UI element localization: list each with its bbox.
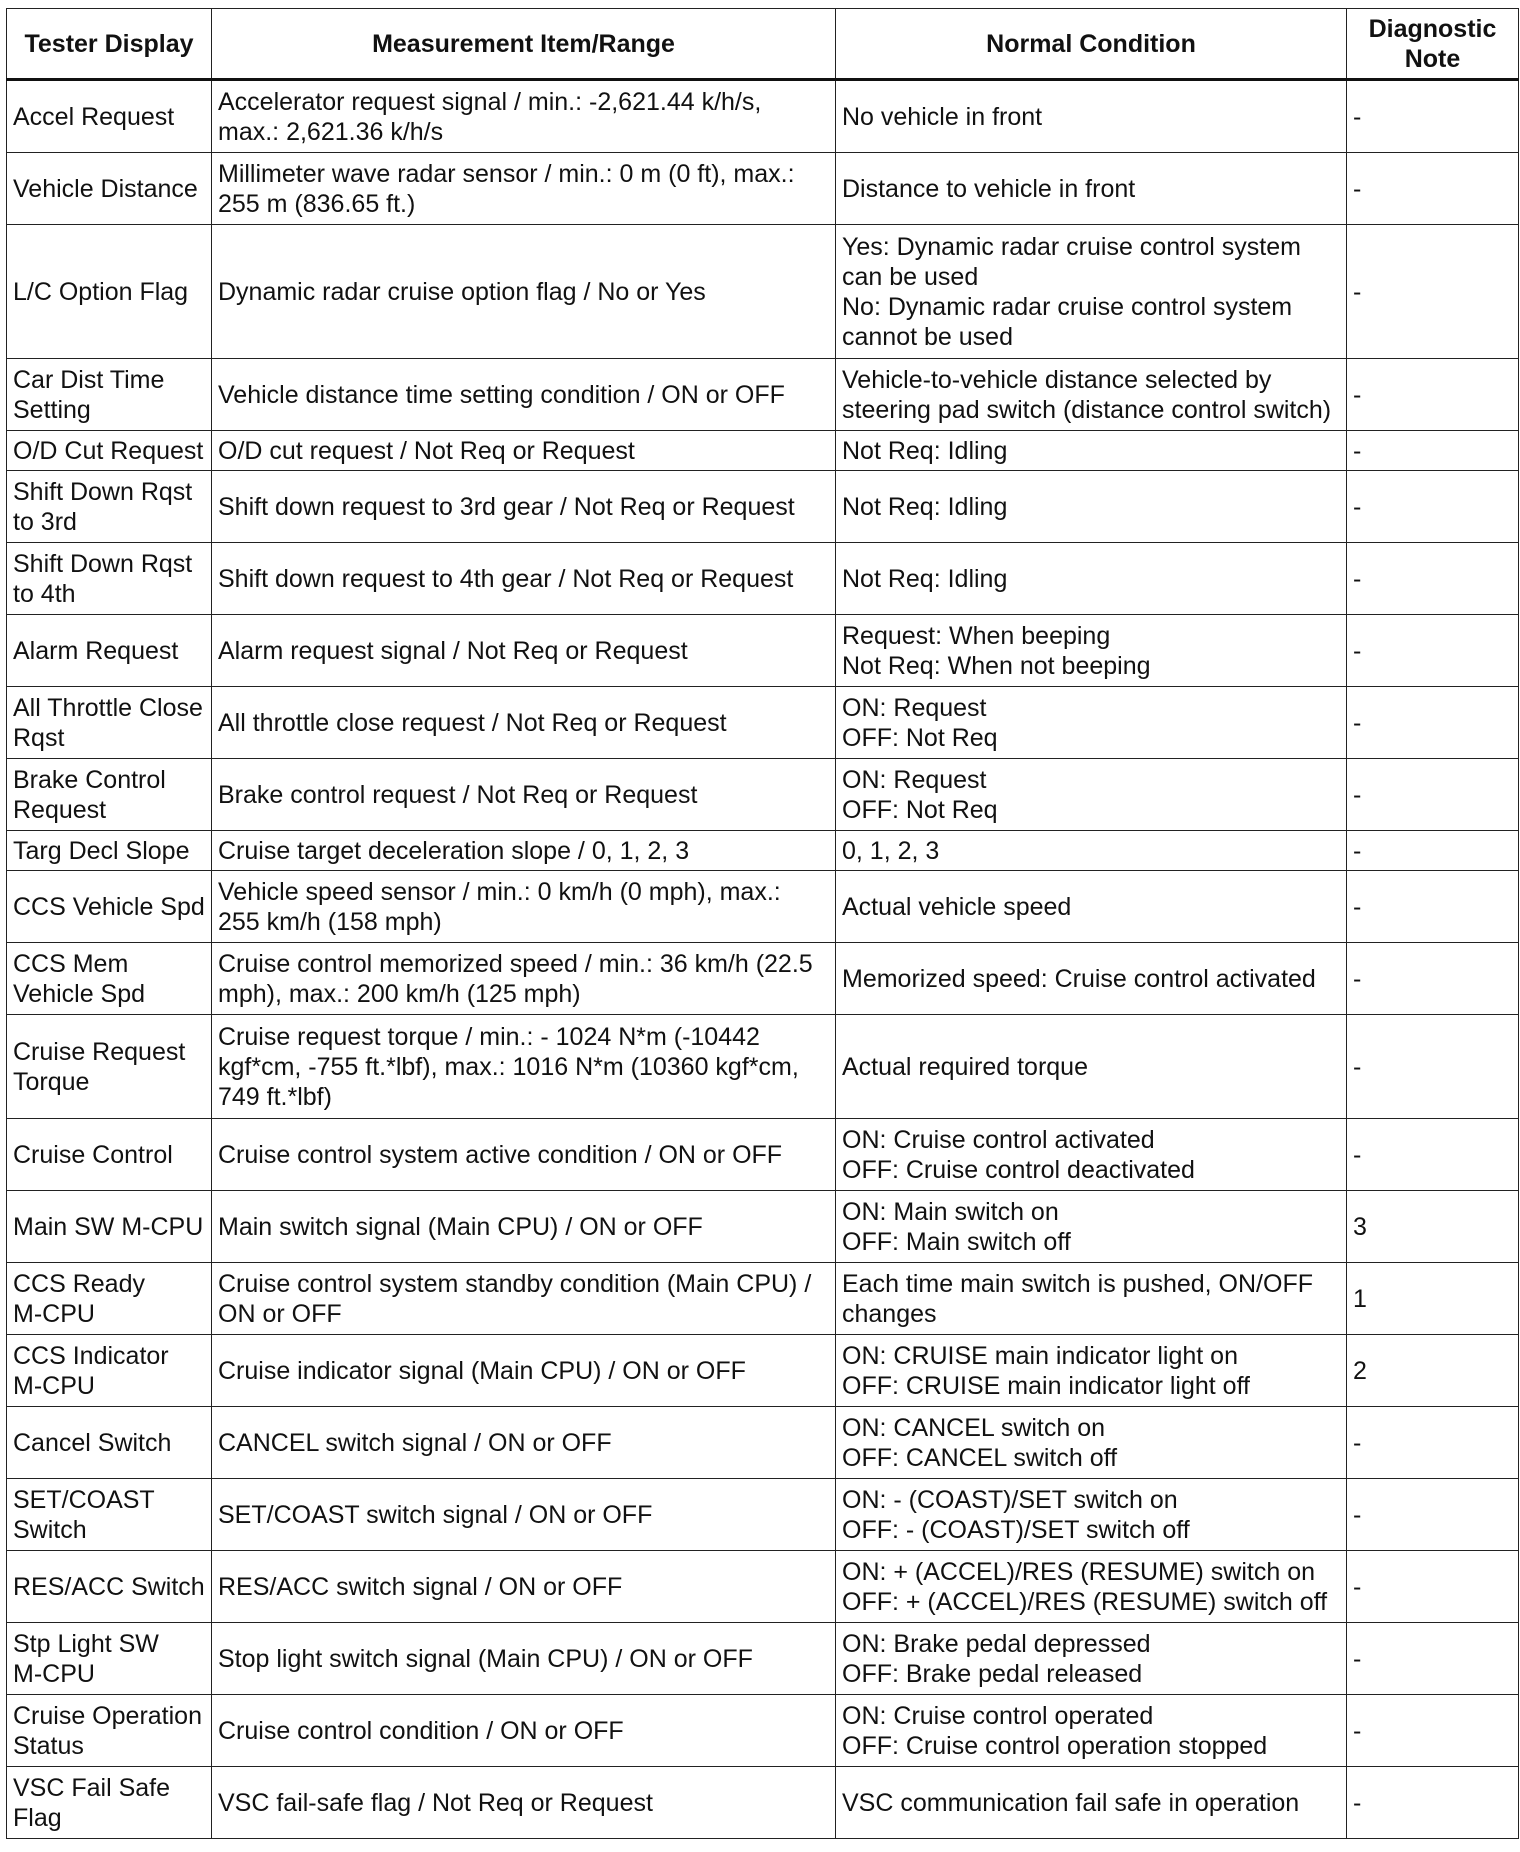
table-row [7, 687, 1519, 759]
cell-diagnostic-note: - [1347, 759, 1519, 831]
table-row [7, 1479, 1519, 1551]
cell-diagnostic-note: - [1347, 153, 1519, 225]
cell-measurement-item: Accelerator request signal / min.: -2,621.44 k/h/s, max.: 2,621.36 k/h/s [212, 80, 836, 153]
cell-measurement-item: VSC fail-safe flag / Not Req or Request [212, 1767, 836, 1839]
cell-tester-display: Cruise Control [7, 1119, 212, 1191]
cell-normal-condition: Not Req: Idling [836, 431, 1347, 471]
cell-normal-condition: ON: Cruise control operated OFF: Cruise control operation stopped [836, 1695, 1347, 1767]
cell-tester-display: CCS Vehicle Spd [7, 871, 212, 943]
header-diagnostic-note: Diagnostic Note [1347, 9, 1519, 80]
table-row [7, 1263, 1519, 1335]
cell-tester-display: Accel Request [7, 80, 212, 153]
table-row [7, 359, 1519, 431]
cell-tester-display: All Throttle Close Rqst [7, 687, 212, 759]
cell-normal-condition: ON: Request OFF: Not Req [836, 759, 1347, 831]
cell-diagnostic-note: - [1347, 831, 1519, 871]
table-header [7, 9, 1519, 80]
cell-tester-display: CCS Ready M-CPU [7, 1263, 212, 1335]
cell-normal-condition: ON: Request OFF: Not Req [836, 687, 1347, 759]
cell-diagnostic-note: - [1347, 1407, 1519, 1479]
cell-diagnostic-note: - [1347, 80, 1519, 153]
cell-diagnostic-note: - [1347, 871, 1519, 943]
cell-normal-condition: ON: Main switch on OFF: Main switch off [836, 1191, 1347, 1263]
cell-tester-display: Shift Down Rqst to 3rd [7, 471, 212, 543]
cell-diagnostic-note: - [1347, 1015, 1519, 1119]
cell-measurement-item: SET/COAST switch signal / ON or OFF [212, 1479, 836, 1551]
cell-diagnostic-note: - [1347, 431, 1519, 471]
cell-diagnostic-note: 2 [1347, 1335, 1519, 1407]
cell-tester-display: Cruise Request Torque [7, 1015, 212, 1119]
table-row [7, 471, 1519, 543]
cell-normal-condition: VSC communication fail safe in operation [836, 1767, 1347, 1839]
table-row [7, 1335, 1519, 1407]
cell-tester-display: CCS Indicator M-CPU [7, 1335, 212, 1407]
table-row [7, 1119, 1519, 1191]
table-row [7, 80, 1519, 153]
cell-diagnostic-note: - [1347, 1119, 1519, 1191]
cell-tester-display: Main SW M-CPU [7, 1191, 212, 1263]
header-normal-condition: Normal Condition [836, 9, 1347, 80]
cell-tester-display: Cancel Switch [7, 1407, 212, 1479]
cell-measurement-item: Alarm request signal / Not Req or Request [212, 615, 836, 687]
table-row [7, 1015, 1519, 1119]
cell-measurement-item: Vehicle speed sensor / min.: 0 km/h (0 mph), max.: 255 km/h (158 mph) [212, 871, 836, 943]
table-row [7, 1407, 1519, 1479]
cell-diagnostic-note: - [1347, 543, 1519, 615]
cell-diagnostic-note: 3 [1347, 1191, 1519, 1263]
cell-tester-display: Brake Control Request [7, 759, 212, 831]
cell-measurement-item: Vehicle distance time setting condition / ON or OFF [212, 359, 836, 431]
cell-measurement-item: All throttle close request / Not Req or Request [212, 687, 836, 759]
table-row [7, 1695, 1519, 1767]
cell-tester-display: L/C Option Flag [7, 225, 212, 359]
cell-measurement-item: RES/ACC switch signal / ON or OFF [212, 1551, 836, 1623]
cell-measurement-item: Shift down request to 4th gear / Not Req or Request [212, 543, 836, 615]
table-row [7, 1551, 1519, 1623]
header-measurement-item: Measurement Item/Range [212, 9, 836, 80]
cell-diagnostic-note: 1 [1347, 1263, 1519, 1335]
cell-diagnostic-note: - [1347, 1767, 1519, 1839]
cell-normal-condition: Not Req: Idling [836, 543, 1347, 615]
cell-normal-condition: Distance to vehicle in front [836, 153, 1347, 225]
cell-measurement-item: Cruise control system active condition / ON or OFF [212, 1119, 836, 1191]
cell-diagnostic-note: - [1347, 1623, 1519, 1695]
cell-normal-condition: Actual required torque [836, 1015, 1347, 1119]
cell-normal-condition: ON: Brake pedal depressed OFF: Brake pedal released [836, 1623, 1347, 1695]
cell-tester-display: VSC Fail Safe Flag [7, 1767, 212, 1839]
table-row [7, 831, 1519, 871]
cell-tester-display: RES/ACC Switch [7, 1551, 212, 1623]
cell-diagnostic-note: - [1347, 615, 1519, 687]
cell-normal-condition: Vehicle-to-vehicle distance selected by steering pad switch (distance control switch) [836, 359, 1347, 431]
cell-measurement-item: Cruise target deceleration slope / 0, 1, 2, 3 [212, 831, 836, 871]
cell-normal-condition: ON: Cruise control activated OFF: Cruise control deactivated [836, 1119, 1347, 1191]
cell-tester-display: SET/COAST Switch [7, 1479, 212, 1551]
cell-normal-condition: 0, 1, 2, 3 [836, 831, 1347, 871]
table-row [7, 1191, 1519, 1263]
cell-normal-condition: ON: CRUISE main indicator light on OFF: CRUISE main indicator light off [836, 1335, 1347, 1407]
cell-diagnostic-note: - [1347, 359, 1519, 431]
table-row [7, 615, 1519, 687]
cell-measurement-item: O/D cut request / Not Req or Request [212, 431, 836, 471]
cell-measurement-item: Stop light switch signal (Main CPU) / ON or OFF [212, 1623, 836, 1695]
cell-normal-condition: ON: + (ACCEL)/RES (RESUME) switch on OFF: + (ACCEL)/RES (RESUME) switch off [836, 1551, 1347, 1623]
cell-measurement-item: Cruise indicator signal (Main CPU) / ON or OFF [212, 1335, 836, 1407]
table-row [7, 431, 1519, 471]
header-tester-display: Tester Display [7, 9, 212, 80]
cell-measurement-item: Dynamic radar cruise option flag / No or Yes [212, 225, 836, 359]
cell-measurement-item: CANCEL switch signal / ON or OFF [212, 1407, 836, 1479]
table-row [7, 1623, 1519, 1695]
diagnostic-data-table [6, 8, 1519, 1839]
table-row [7, 543, 1519, 615]
cell-diagnostic-note: - [1347, 1479, 1519, 1551]
cell-tester-display: Cruise Operation Status [7, 1695, 212, 1767]
cell-normal-condition: Memorized speed: Cruise control activated [836, 943, 1347, 1015]
table-row [7, 943, 1519, 1015]
cell-measurement-item: Millimeter wave radar sensor / min.: 0 m (0 ft), max.: 255 m (836.65 ft.) [212, 153, 836, 225]
cell-measurement-item: Cruise control system standby condition (Main CPU) / ON or OFF [212, 1263, 836, 1335]
table-row [7, 871, 1519, 943]
table-row [7, 153, 1519, 225]
cell-normal-condition: ON: - (COAST)/SET switch on OFF: - (COAST)/SET switch off [836, 1479, 1347, 1551]
table-body [7, 80, 1519, 1839]
table-row [7, 759, 1519, 831]
cell-tester-display: Vehicle Distance [7, 153, 212, 225]
table-row [7, 225, 1519, 359]
cell-diagnostic-note: - [1347, 943, 1519, 1015]
cell-diagnostic-note: - [1347, 687, 1519, 759]
header-row [7, 9, 1519, 80]
cell-normal-condition: ON: CANCEL switch on OFF: CANCEL switch off [836, 1407, 1347, 1479]
cell-normal-condition: Yes: Dynamic radar cruise control system can be used No: Dynamic radar cruise control system cannot be used [836, 225, 1347, 359]
cell-diagnostic-note: - [1347, 471, 1519, 543]
cell-tester-display: Stp Light SW M-CPU [7, 1623, 212, 1695]
table-row [7, 1767, 1519, 1839]
cell-tester-display: CCS Mem Vehicle Spd [7, 943, 212, 1015]
cell-normal-condition: Not Req: Idling [836, 471, 1347, 543]
cell-tester-display: Shift Down Rqst to 4th [7, 543, 212, 615]
cell-tester-display: Car Dist Time Setting [7, 359, 212, 431]
cell-measurement-item: Cruise control memorized speed / min.: 36 km/h (22.5 mph), max.: 200 km/h (125 mph) [212, 943, 836, 1015]
cell-tester-display: Targ Decl Slope [7, 831, 212, 871]
cell-measurement-item: Cruise control condition / ON or OFF [212, 1695, 836, 1767]
cell-normal-condition: No vehicle in front [836, 80, 1347, 153]
cell-diagnostic-note: - [1347, 1695, 1519, 1767]
cell-diagnostic-note: - [1347, 1551, 1519, 1623]
cell-measurement-item: Shift down request to 3rd gear / Not Req or Request [212, 471, 836, 543]
cell-measurement-item: Main switch signal (Main CPU) / ON or OFF [212, 1191, 836, 1263]
cell-normal-condition: Each time main switch is pushed, ON/OFF changes [836, 1263, 1347, 1335]
cell-normal-condition: Actual vehicle speed [836, 871, 1347, 943]
cell-measurement-item: Brake control request / Not Req or Request [212, 759, 836, 831]
cell-tester-display: Alarm Request [7, 615, 212, 687]
cell-normal-condition: Request: When beeping Not Req: When not beeping [836, 615, 1347, 687]
cell-diagnostic-note: - [1347, 225, 1519, 359]
cell-measurement-item: Cruise request torque / min.: - 1024 N*m (-10442 kgf*cm, -755 ft.*lbf), max.: 1016 N*m (10360 kgf*cm, 749 ft.*lbf) [212, 1015, 836, 1119]
cell-tester-display: O/D Cut Request [7, 431, 212, 471]
